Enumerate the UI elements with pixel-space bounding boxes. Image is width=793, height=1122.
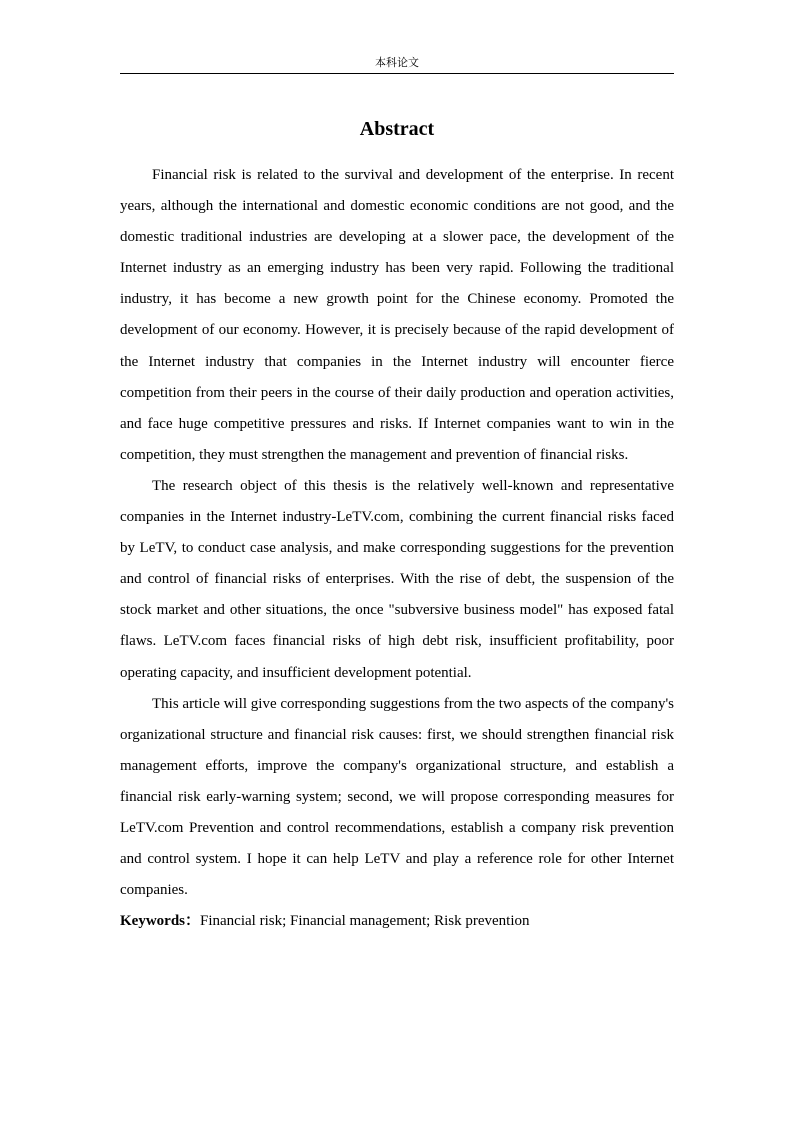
header-divider — [120, 73, 674, 74]
page-title: Abstract — [359, 118, 435, 140]
abstract-paragraph-2: The research object of this thesis is the relatively well-known and representative companies in the Internet industry-LeTV.com, combining the current financial risks faced by LeTV, to conduct case analysis, and make corresponding suggestions for the prevention and control of financial risks of enterprises. With the rise of debt, the suspension of the stock market and other situations, the once "subversive business model" has exposed fatal flaws. LeTV.com faces financial risks of high debt risk, insufficient profitability, poor operating capacity, and insufficient development potential. — [120, 477, 674, 681]
abstract-body — [120, 160, 674, 937]
abstract-paragraph-3: This article will give corresponding suggestions from the two aspects of the company's organizational structure and financial risk causes: first, we should strengthen financial risk management efforts, improve the company's organizational structure, and establish a financial risk early-warning system; second, we will propose corresponding measures for LeTV.com Prevention and control recommendations, establish a company risk prevention and control system. I hope it can help LeTV and play a reference role for other Internet companies. — [120, 695, 674, 899]
abstract-paragraph-1: Financial risk is related to the survival and development of the enterprise. In recent years, although the international and domestic economic conditions are not good, and the domestic traditional industries are developing at a slower pace, the development of the Internet industry as an emerging industry has been very rapid. Following the traditional industry, it has become a new growth point for the Chinese economy. Promoted the development of our economy. However, it is precisely because of the rapid development of the Internet industry that companies in the Internet industry will encounter fierce competition from their peers in the course of their daily production and operation activities, and face huge competitive pressures and risks. If Internet companies want to win in the competition, they must strengthen the management and prevention of financial risks. — [120, 167, 674, 463]
running-header: 本科论文 — [375, 56, 419, 69]
keywords-list: Financial risk; Financial management; Risk prevention — [200, 913, 530, 930]
keywords-line — [120, 906, 674, 937]
keywords-label: Keywords： — [120, 913, 200, 930]
